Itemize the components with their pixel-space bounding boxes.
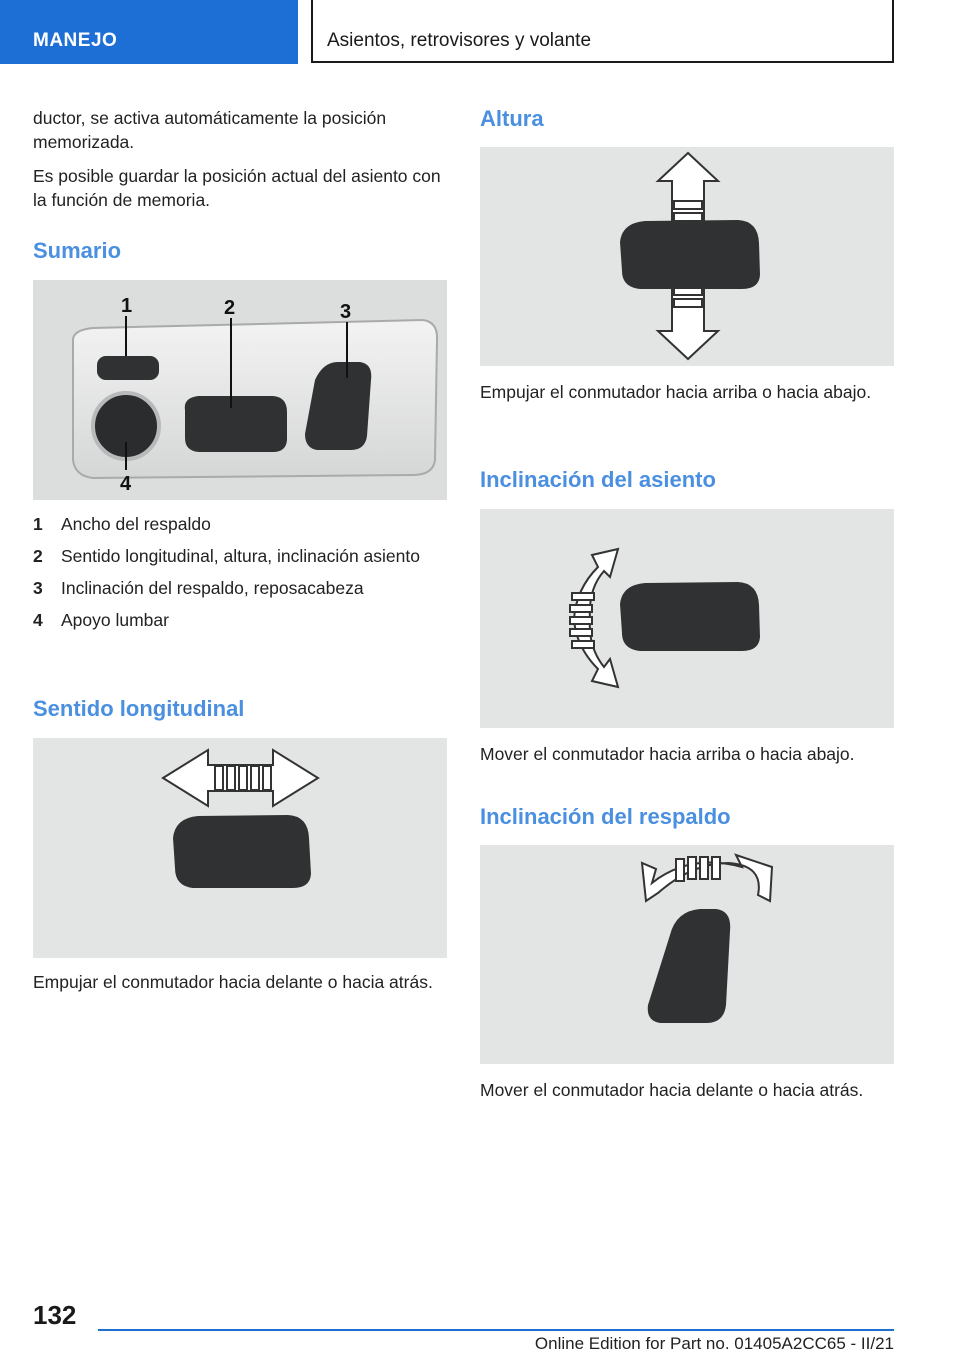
- switch-icon: [648, 909, 730, 1023]
- switch-icon: [620, 220, 760, 289]
- chapter-header: [311, 0, 894, 63]
- legend-item: [33, 544, 447, 568]
- figure-seat-controls-overview: [33, 280, 447, 500]
- legend-number: 3: [33, 578, 43, 598]
- legend-number: 1: [33, 514, 43, 534]
- figure-inclinacion-asiento: [480, 509, 894, 728]
- width-switch-icon: [97, 356, 159, 380]
- heading-inclinacion-respaldo: Inclinación del respaldo: [480, 804, 731, 829]
- curved-double-arrow-icon: [570, 549, 618, 687]
- heading-sentido-longitudinal: Sentido longitudinal: [33, 696, 245, 721]
- legend-text: Apoyo lumbar: [61, 610, 169, 630]
- legend-text: Inclinación del respaldo, reposacabeza: [61, 578, 364, 598]
- switch-icon: [620, 582, 760, 651]
- switch-icon: [173, 815, 311, 888]
- curved-double-arrow-icon: [642, 855, 772, 901]
- intro-paragraph-1: ductor, se activa automáticamente la posición memorizada.: [33, 108, 387, 152]
- section-tab: [0, 0, 298, 64]
- callout-2: 2: [224, 297, 236, 319]
- inclinacion-respaldo-illustration: [480, 845, 894, 1064]
- chapter-title: Asientos, retrovisores y volante: [327, 30, 592, 51]
- figure-inclinacion-respaldo: [480, 845, 894, 1064]
- page-number: 132: [33, 1300, 77, 1330]
- altura-text: Empujar el conmutador hacia arriba o hacia abajo.: [480, 382, 872, 402]
- altura-illustration: [480, 147, 894, 366]
- double-arrow-horizontal-icon: [163, 750, 318, 806]
- longitudinal-illustration: [33, 738, 447, 958]
- footer-divider: [98, 1329, 894, 1331]
- legend-number: 2: [33, 546, 43, 566]
- legend-item: [33, 608, 447, 632]
- section-title: MANEJO: [33, 30, 118, 51]
- heading-altura: Altura: [480, 106, 544, 131]
- inclinacion-asiento-text: Mover el conmutador hacia arriba o hacia abajo.: [480, 744, 855, 764]
- inclinacion-asiento-illustration: [480, 509, 894, 728]
- seat-panel-illustration: [33, 280, 447, 500]
- callout-1: 1: [121, 295, 133, 317]
- callout-3: 3: [340, 301, 352, 323]
- callout-4: 4: [120, 473, 132, 495]
- seat-switch-icon: [185, 396, 287, 452]
- figure-longitudinal: [33, 738, 447, 958]
- heading-sumario: Sumario: [33, 238, 122, 263]
- longitudinal-text: Empujar el conmutador hacia delante o hacia atrás.: [33, 972, 433, 992]
- legend-item: [33, 576, 447, 600]
- figure-altura: [480, 147, 894, 366]
- inclinacion-respaldo-text: Mover el conmutador hacia delante o hacia atrás.: [480, 1080, 864, 1100]
- footer-edition: Online Edition for Part no. 01405A2CC65 - II/21: [534, 1334, 894, 1353]
- heading-inclinacion-asiento: Inclinación del asiento: [480, 467, 716, 492]
- legend-list: [33, 512, 447, 640]
- legend-text: Sentido longitudinal, altura, inclinación asiento: [61, 546, 420, 566]
- legend-number: 4: [33, 610, 43, 630]
- intro-paragraph-2: Es posible guardar la posición actual del asiento con la función de memoria.: [33, 166, 441, 210]
- legend-text: Ancho del respaldo: [61, 514, 211, 534]
- legend-item: [33, 512, 447, 536]
